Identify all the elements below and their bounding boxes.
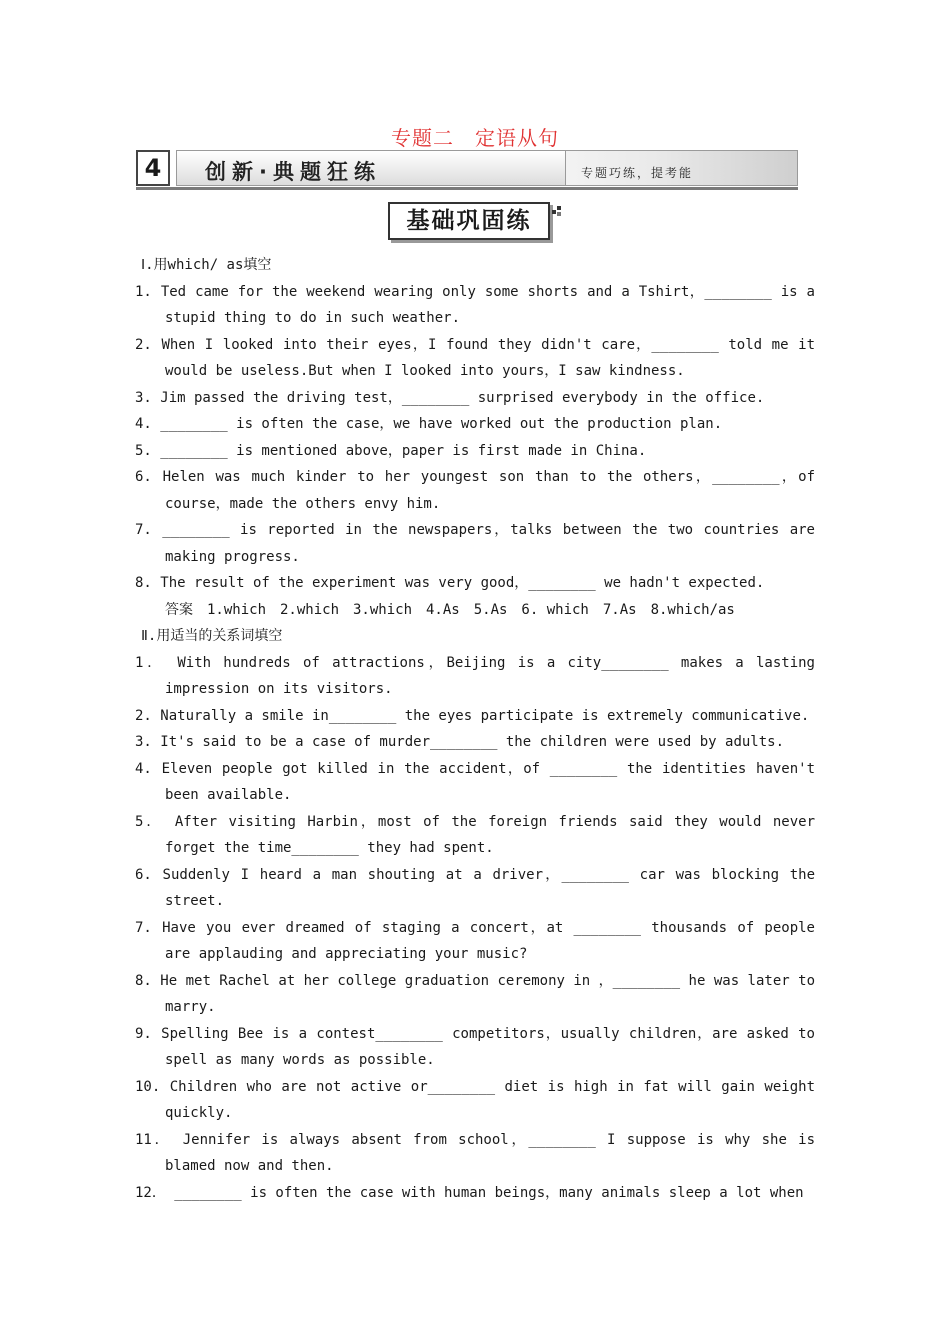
question-item: 4. Eleven people got killed in the accident，of ________ the identities haven't been available.: [135, 760, 815, 803]
question-item: 3. Jim passed the driving test，________ surprised everybody in the office.: [135, 389, 765, 406]
question-item: 6. Suddenly I heard a man shouting at a driver，________ car was blocking the street.: [135, 866, 815, 909]
part1-heading: Ⅰ.用which/ as填空: [141, 257, 272, 273]
question-item: 7. ________ is reported in the newspapers，talks between the two countries are making progress.: [135, 522, 815, 565]
section-heading: 基础巩固练: [388, 202, 550, 240]
question-item: 11． Jennifer is always absent from school，________ I suppose is why she is blamed now and then.: [135, 1131, 815, 1174]
banner-title-box: [176, 150, 566, 186]
part2-heading: Ⅱ.用适当的关系词填空: [141, 628, 283, 644]
page-title: 专题二 定语从句: [391, 126, 559, 150]
question-item: 1. Ted came for the weekend wearing only some shorts and a Tshirt，________ is a stupid thing to do in such weather.: [135, 283, 815, 326]
chapter-banner: [136, 150, 798, 190]
question-item: 2. Naturally a smile in________ the eyes participate is extremely communicative.: [135, 707, 810, 724]
question-item: 4. ________ is often the case，we have worked out the production plan.: [135, 416, 723, 432]
question-item: 8. He met Rachel at her college graduation ceremony in ，________ he was later to marry.: [135, 972, 815, 1015]
question-item: 5． After visiting Harbin，most of the foreign friends said they would never forget the time________ they had spent.: [135, 813, 815, 856]
banner-title: 创新·典题狂练: [205, 160, 381, 184]
question-item: 6. Helen was much kinder to her youngest son than to the others，________，of course，made the others envy him.: [135, 469, 815, 512]
question-item: 12． ________ is often the case with human beings，many animals sleep a lot when: [135, 1184, 804, 1201]
answer-key: 答案 1.which 2.which 3.which 4.As 5.As 6. which 7.As 8.which/as: [165, 601, 735, 618]
question-item: 1． With hundreds of attractions，Beijing is a city________ makes a lasting impression on its visitors.: [135, 654, 815, 697]
exercise-content: [135, 252, 815, 1206]
banner-number: 4: [136, 150, 170, 186]
question-item: 10. Children who are not active or________ diet is high in fat will gain weight quickly.: [135, 1078, 815, 1121]
banner-subtitle: 专题巧练，提考能: [580, 166, 693, 180]
question-item: 8. The result of the experiment was very good，________ we hadn't expected.: [135, 575, 765, 591]
question-item: 7. Have you ever dreamed of staging a concert，at ________ thousands of people are applauding and appreciating your music?: [135, 919, 815, 962]
question-item: 5. ________ is mentioned above，paper is first made in China.: [135, 442, 647, 459]
banner-rule: [136, 187, 798, 190]
question-item: 3. It's said to be a case of murder________ the children were used by adults.: [135, 734, 785, 750]
question-item: 2. When I looked into their eyes，I found they didn't care，________ told me it would be useless.But when I looked into yours，I saw kindness.: [135, 336, 815, 379]
question-item: 9. Spelling Bee is a contest________ competitors，usually children，are asked to spell as many words as possible.: [135, 1025, 815, 1068]
corner-deco-icon: [552, 206, 562, 216]
